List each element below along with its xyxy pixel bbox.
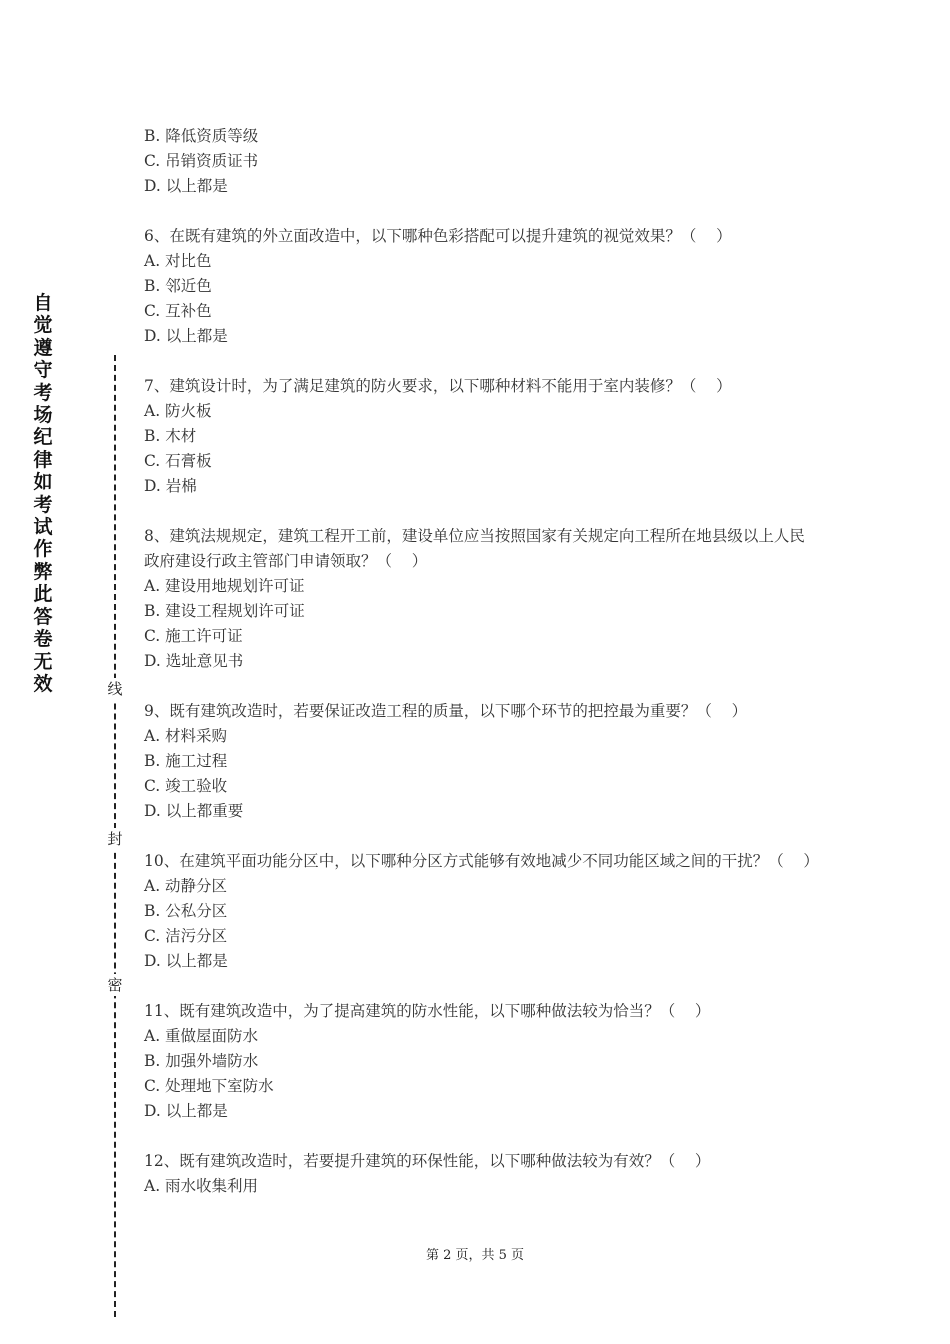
option: B. 公私分区 xyxy=(144,902,228,920)
binding-label-seal: 封 xyxy=(104,828,126,850)
option: D. 选址意见书 xyxy=(144,652,244,670)
question-stem: 9、既有建筑改造时，若要保证改造工程的质量，以下哪个环节的把控最为重要？（ ） xyxy=(144,702,748,720)
exam-discipline-warning: 自觉遵守考场纪律如考试作弊此答卷无效 xyxy=(33,292,53,695)
option: C. 处理地下室防水 xyxy=(144,1077,274,1095)
option: C. 竣工验收 xyxy=(144,777,228,795)
option: A. 雨水收集利用 xyxy=(144,1177,259,1195)
option: B. 邻近色 xyxy=(144,277,212,295)
option: C. 吊销资质证书 xyxy=(144,152,259,170)
question-stem: 6、在既有建筑的外立面改造中，以下哪种色彩搭配可以提升建筑的视觉效果？（ ） xyxy=(144,227,732,245)
option: D. 以上都重要 xyxy=(144,802,244,820)
binding-label-secret: 密 xyxy=(104,974,126,996)
question-stem: 7、建筑设计时，为了满足建筑的防火要求，以下哪种材料不能用于室内装修？（ ） xyxy=(144,377,732,395)
option: A. 防火板 xyxy=(144,402,212,420)
page-number: 第 2 页，共 5 页 xyxy=(425,1248,525,1263)
option: A. 对比色 xyxy=(144,252,212,270)
option: D. 以上都是 xyxy=(144,952,228,970)
question-stem: 12、既有建筑改造时，若要提升建筑的环保性能，以下哪种做法较为有效？（ ） xyxy=(144,1152,711,1170)
question-7 xyxy=(144,374,814,499)
option: A. 建设用地规划许可证 xyxy=(144,577,305,595)
option: B. 降低资质等级 xyxy=(144,127,259,145)
binding-label-line: 线 xyxy=(104,678,126,700)
option: B. 加强外墙防水 xyxy=(144,1052,259,1070)
option: C. 互补色 xyxy=(144,302,212,320)
question-12 xyxy=(144,1149,814,1199)
option: A. 动静分区 xyxy=(144,877,228,895)
question-10 xyxy=(144,849,819,974)
option: A. 材料采购 xyxy=(144,727,228,745)
option: D. 岩棉 xyxy=(144,477,197,495)
option: A. 重做屋面防水 xyxy=(144,1027,259,1045)
question-9 xyxy=(144,699,814,824)
question-8 xyxy=(144,524,814,674)
option: D. 以上都是 xyxy=(144,177,228,195)
option: C. 施工许可证 xyxy=(144,627,243,645)
question-stem: 8、建筑法规规定，建筑工程开工前，建设单位应当按照国家有关规定向工程所在地县级以上人民政府建设行政主管部门申请领取？（ ） xyxy=(144,527,805,570)
question-stem: 11、既有建筑改造中，为了提高建筑的防水性能，以下哪种做法较为恰当？（ ） xyxy=(144,1002,711,1020)
question-11 xyxy=(144,999,814,1124)
option: C. 洁污分区 xyxy=(144,927,228,945)
option: B. 建设工程规划许可证 xyxy=(144,602,305,620)
option: D. 以上都是 xyxy=(144,327,228,345)
option: B. 木材 xyxy=(144,427,197,445)
option: D. 以上都是 xyxy=(144,1102,228,1120)
question-stem: 10、在建筑平面功能分区中，以下哪种分区方式能够有效地减少不同功能区域之间的干扰？（ ） xyxy=(144,852,819,870)
question-list xyxy=(144,124,819,1199)
carryover-options xyxy=(144,124,814,199)
option: B. 施工过程 xyxy=(144,752,228,770)
question-6 xyxy=(144,224,814,349)
option: C. 石膏板 xyxy=(144,452,212,470)
